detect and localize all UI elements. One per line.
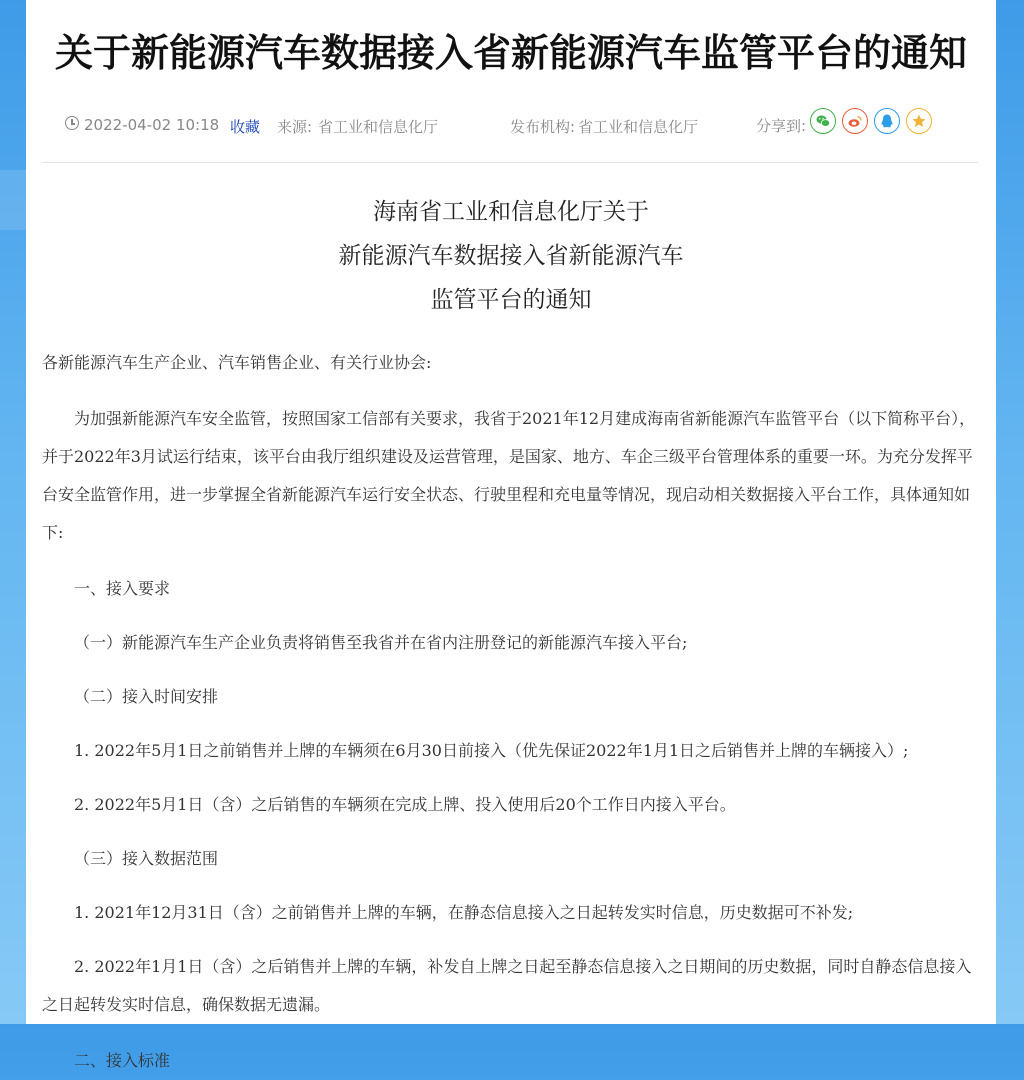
article-meta-bar bbox=[26, 104, 996, 148]
article-body bbox=[42, 190, 980, 1080]
weibo-share-button[interactable] bbox=[842, 108, 868, 134]
qzone-icon bbox=[911, 113, 927, 129]
list-item: （三）接入数据范围 bbox=[74, 849, 219, 868]
list-item: （二）接入时间安排 bbox=[74, 687, 219, 706]
publisher-label: 发布机构: bbox=[510, 118, 576, 136]
publisher-value: 省工业和信息化厅 bbox=[578, 118, 699, 136]
list-item: 2. 2022年1月1日（含）之后销售并上牌的车辆，补发自上牌之日起至静态信息接入之日期间的历史数据，同时自静态信息接入之日起转发实时信息，确保数据无遗漏。 bbox=[42, 957, 972, 1014]
article-subtitle-line: 新能源汽车数据接入省新能源汽车 bbox=[338, 243, 684, 269]
list-item: 1. 2022年5月1日之前销售并上牌的车辆须在6月30日前接入（优先保证2022年1月1日之后销售并上牌的车辆接入）; bbox=[74, 741, 909, 760]
greeting-paragraph: 各新能源汽车生产企业、汽车销售企业、有关行业协会: bbox=[42, 353, 432, 372]
list-item: 2. 2022年5月1日（含）之后销售的车辆须在完成上牌、投入使用后20个工作日内接入平台。 bbox=[74, 795, 736, 814]
meta-divider bbox=[42, 162, 978, 163]
intro-paragraph: 为加强新能源汽车安全监管，按照国家工信部有关要求，我省于2021年12月建成海南省新能源汽车监管平台（以下简称平台），并于2022年3月试运行结束，该平台由我厅组织建设及运营管理，是国家、地方、车企三级平台管理体系的重要一环。为充分发挥平台安全监管作用，进一步掌握全省新能源汽车运行安全状态、行驶里程和充电量等情况，现启动相关数据接入平台工作，具体通知如下: bbox=[42, 409, 976, 542]
favorite-link[interactable]: 收藏 bbox=[230, 118, 261, 136]
qq-icon bbox=[879, 113, 895, 129]
article-panel bbox=[26, 0, 996, 1070]
weibo-icon bbox=[847, 113, 863, 129]
clock-icon bbox=[65, 116, 79, 130]
page-title: 关于新能源汽车数据接入省新能源汽车监管平台的通知 bbox=[54, 31, 967, 75]
article-subtitle-line: 海南省工业和信息化厅关于 bbox=[373, 199, 649, 225]
article-subtitle-line: 监管平台的通知 bbox=[430, 287, 592, 313]
section-heading: 二、接入标准 bbox=[74, 1051, 171, 1070]
source-label: 来源: bbox=[277, 118, 313, 136]
section-heading: 一、接入要求 bbox=[74, 579, 171, 598]
share-label: 分享到: bbox=[756, 117, 807, 135]
source-value: 省工业和信息化厅 bbox=[318, 118, 439, 136]
wechat-icon bbox=[815, 113, 831, 129]
qq-share-button[interactable] bbox=[874, 108, 900, 134]
wechat-share-button[interactable] bbox=[810, 108, 836, 134]
qzone-share-button[interactable] bbox=[906, 108, 932, 134]
background-decoration bbox=[0, 170, 26, 230]
list-item: （一）新能源汽车生产企业负责将销售至我省并在省内注册登记的新能源汽车接入平台; bbox=[74, 633, 688, 652]
publish-datetime: 2022-04-02 10:18 bbox=[84, 116, 220, 134]
list-item: 1. 2021年12月31日（含）之前销售并上牌的车辆，在静态信息接入之日起转发实时信息，历史数据可不补发; bbox=[74, 903, 854, 922]
